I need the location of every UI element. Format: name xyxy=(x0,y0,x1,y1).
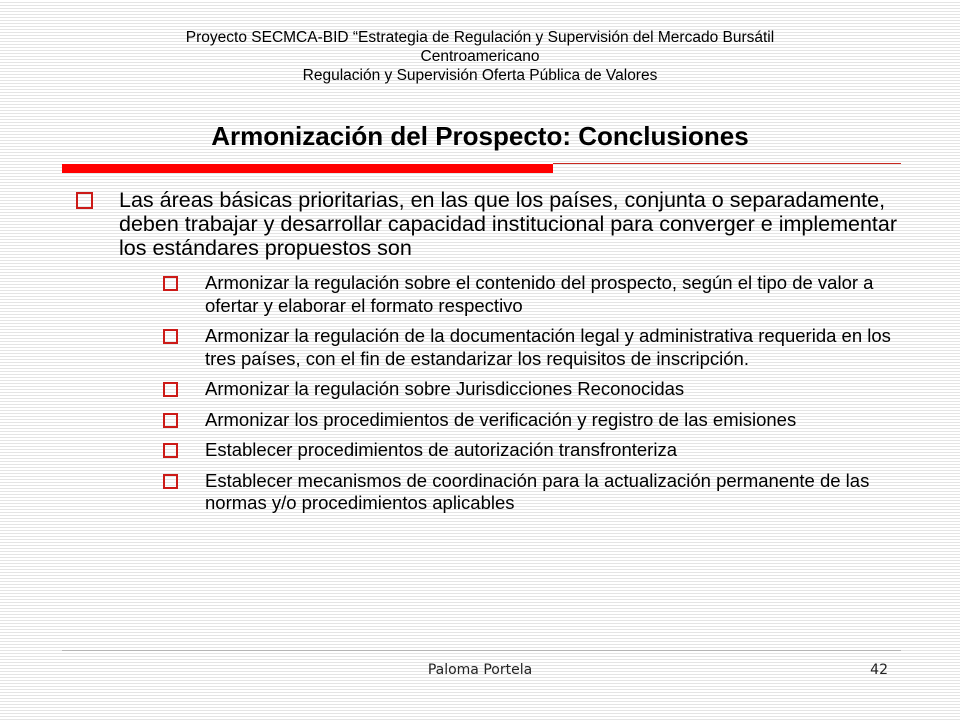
slide-body xyxy=(76,188,906,523)
title-accent-bar xyxy=(62,164,553,173)
list-item xyxy=(163,272,906,317)
title-divider-line xyxy=(553,163,901,164)
square-bullet-icon xyxy=(76,192,93,209)
square-bullet-icon xyxy=(163,382,178,397)
list-item xyxy=(163,470,906,515)
slide-title: Armonización del Prospecto: Conclusiones xyxy=(211,121,749,151)
main-bullet-text: Las áreas básicas prioritarias, en las que los países, conjunta o separadamente, deben trabajar y desarrollar capacidad institucional para converger e implementar los estándares propuestos son xyxy=(119,188,898,260)
square-bullet-icon xyxy=(163,474,178,489)
sub-bullet-text: Armonizar la regulación de la documentación legal y administrativa requerida en los tres países, con el fin de estandarizar los requisitos de inscripción. xyxy=(205,325,891,369)
slide-header xyxy=(0,28,960,85)
list-item xyxy=(163,409,906,432)
square-bullet-icon xyxy=(163,276,178,291)
header-line-3: Regulación y Supervisión Oferta Pública de Valores xyxy=(302,67,658,84)
footer-divider xyxy=(62,650,901,651)
sub-bullet-text: Establecer mecanismos de coordinación para la actualización permanente de las normas y/o procedimientos aplicables xyxy=(205,469,870,513)
page-number: 42 xyxy=(870,662,888,678)
list-item xyxy=(163,439,906,462)
square-bullet-icon xyxy=(163,329,178,344)
list-item xyxy=(163,378,906,401)
sub-bullet-text: Armonizar la regulación sobre Jurisdicciones Reconocidas xyxy=(205,378,685,399)
header-line-1: Proyecto SECMCA-BID “Estrategia de Regulación y Supervisión del Mercado Bursátil xyxy=(185,29,775,46)
footer-author: Paloma Portela xyxy=(427,662,533,678)
list-item xyxy=(163,325,906,370)
sub-bullet-text: Armonizar los procedimientos de verificación y registro de las emisiones xyxy=(205,408,797,430)
list-item-main xyxy=(76,188,906,260)
sub-bullet-text: Armonizar la regulación sobre el contenido del prospecto, según el tipo de valor a ofertar y elaborar el formato respectivo xyxy=(205,272,874,316)
header-line-2: Centroamericano xyxy=(420,48,540,65)
square-bullet-icon xyxy=(163,443,178,458)
sub-bullet-text: Establecer procedimientos de autorización transfronteriza xyxy=(205,439,677,460)
square-bullet-icon xyxy=(163,413,178,428)
